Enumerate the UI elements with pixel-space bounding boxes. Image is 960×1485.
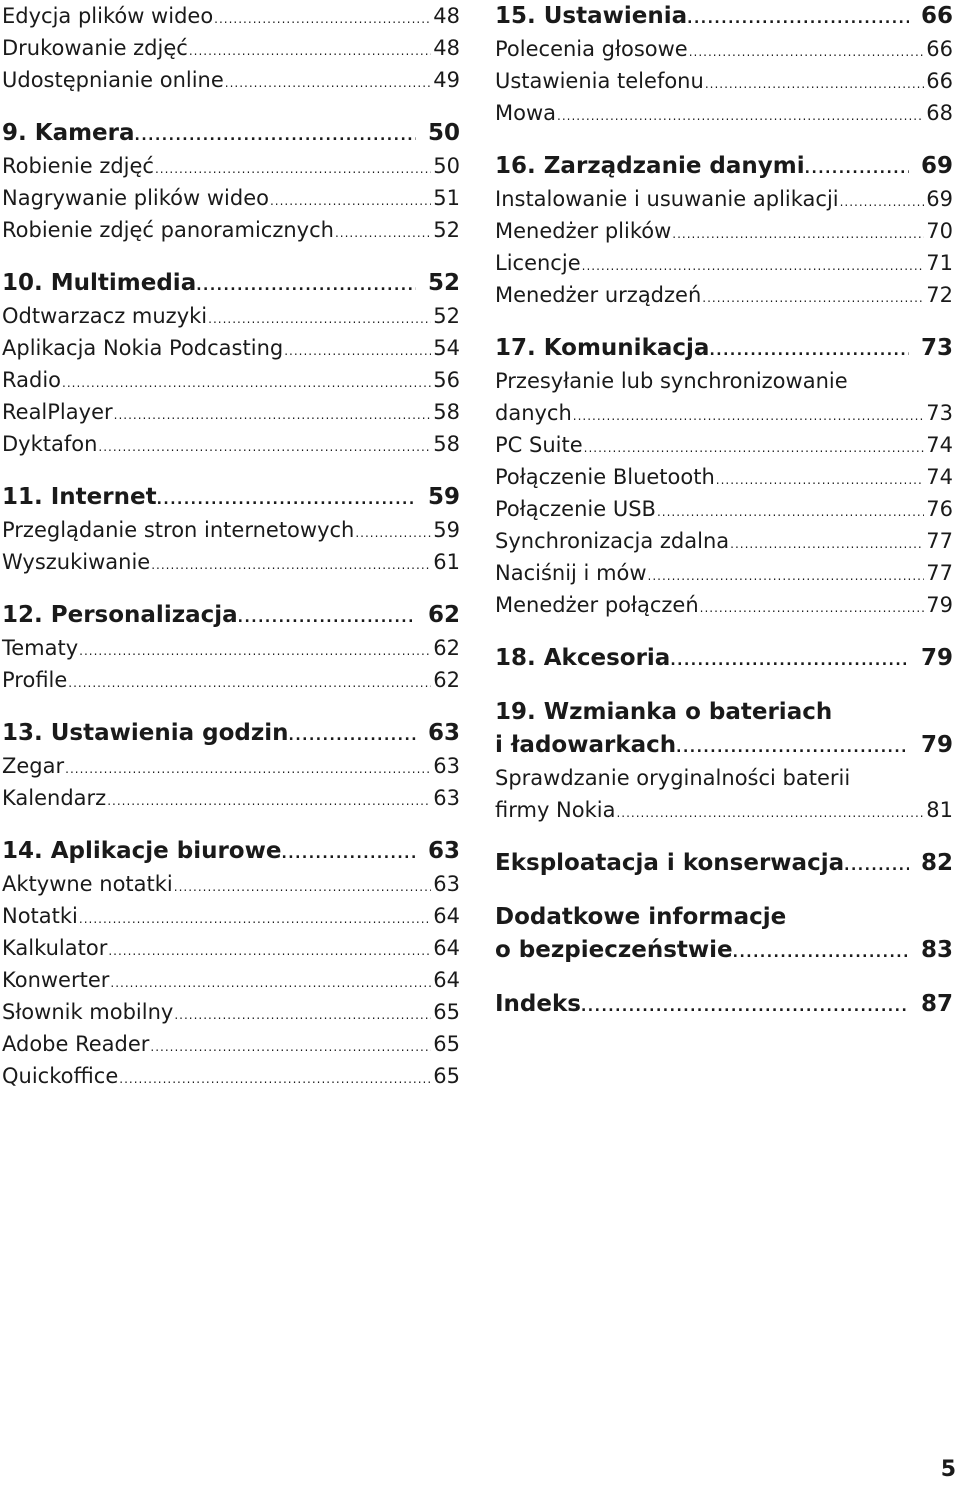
toc-page-number: 66 xyxy=(926,69,953,93)
toc-entry-wrapped-line[interactable]: 19. Wzmianka o bateriach xyxy=(495,699,833,725)
toc-entry-title: Aplikacja Nokia Podcasting xyxy=(2,336,284,360)
toc-entry[interactable] xyxy=(495,429,953,461)
toc-page-number: 63 xyxy=(427,720,460,746)
toc-entry-title: 14. Aplikacje biurowe xyxy=(2,838,282,864)
toc-entry[interactable] xyxy=(2,182,460,214)
toc-leader-dots xyxy=(730,528,924,560)
toc-entry-title: firmy Nokia xyxy=(495,798,616,822)
toc-entry-title: Instalowanie i usuwanie aplikacji xyxy=(495,187,839,211)
toc-chapter-entry[interactable] xyxy=(2,599,460,632)
toc-leader-dots xyxy=(805,153,909,186)
toc-leader-dots xyxy=(705,68,924,100)
toc-left-column xyxy=(2,0,460,1092)
toc-page-number: 81 xyxy=(926,798,953,822)
toc-page-number: 69 xyxy=(926,187,953,211)
toc-leader-dots xyxy=(557,100,924,132)
toc-entry[interactable] xyxy=(2,932,460,964)
toc-entry[interactable] xyxy=(2,0,460,32)
toc-leader-dots xyxy=(582,250,925,282)
toc-leader-dots xyxy=(840,186,925,218)
toc-entry-title: Dyktafon xyxy=(2,432,98,456)
toc-page-number: 82 xyxy=(920,850,953,876)
toc-leader-dots xyxy=(214,3,431,35)
toc-leader-dots xyxy=(174,999,431,1031)
toc-entry-title: Notatki xyxy=(2,904,78,928)
toc-entry[interactable] xyxy=(495,97,953,129)
toc-entry-title: Połączenie Bluetooth xyxy=(495,465,715,489)
toc-entry-title: Zegar xyxy=(2,754,65,778)
toc-entry-title: Nagrywanie plików wideo xyxy=(2,186,269,210)
toc-entry[interactable] xyxy=(2,32,460,64)
toc-entry[interactable] xyxy=(2,782,460,814)
toc-entry[interactable] xyxy=(2,428,460,460)
toc-page-number: 62 xyxy=(427,602,460,628)
toc-entry[interactable] xyxy=(495,215,953,247)
toc-leader-dots xyxy=(616,797,924,829)
toc-entry[interactable] xyxy=(2,996,460,1028)
toc-entry-title: Menedżer połączeń xyxy=(495,593,699,617)
toc-entry-title: Kalkulator xyxy=(2,936,108,960)
toc-entry-title: 17. Komunikacja xyxy=(495,335,710,361)
toc-entry-title: Ustawienia telefonu xyxy=(495,69,704,93)
toc-leader-dots xyxy=(289,720,416,753)
toc-leader-dots xyxy=(844,850,909,883)
toc-leader-dots xyxy=(648,560,925,592)
toc-entry-wrapped-line[interactable]: Przesyłanie lub synchronizowanie xyxy=(495,369,848,393)
toc-page-number: 61 xyxy=(433,550,460,574)
toc-leader-dots xyxy=(238,602,416,635)
toc-leader-dots xyxy=(208,303,431,335)
toc-chapter-entry[interactable] xyxy=(495,847,953,880)
toc-page-number: 64 xyxy=(433,968,460,992)
toc-leader-dots xyxy=(657,496,924,528)
toc-entry[interactable] xyxy=(495,33,953,65)
toc-entry[interactable] xyxy=(2,750,460,782)
toc-entry-title: Wyszukiwanie xyxy=(2,550,151,574)
toc-leader-dots xyxy=(687,3,909,36)
toc-entry[interactable] xyxy=(495,397,953,429)
toc-leader-dots xyxy=(107,785,431,817)
toc-page-number: 63 xyxy=(433,786,460,810)
toc-page-number: 77 xyxy=(926,529,953,553)
toc-entry[interactable] xyxy=(2,632,460,664)
toc-leader-dots xyxy=(155,153,431,185)
toc-entry[interactable] xyxy=(2,546,460,578)
toc-page-number: 69 xyxy=(920,153,953,179)
toc-chapter-entry[interactable] xyxy=(495,988,953,1021)
toc-page-number: 58 xyxy=(433,432,460,456)
toc-entry-title: 15. Ustawienia xyxy=(495,3,688,29)
toc-page-number: 52 xyxy=(433,218,460,242)
toc-chapter-entry[interactable] xyxy=(2,717,460,750)
toc-page-number: 56 xyxy=(433,368,460,392)
toc-leader-dots xyxy=(79,635,431,667)
toc-page-number: 76 xyxy=(926,497,953,521)
toc-entry-title: Robienie zdjęć panoramicznych xyxy=(2,218,334,242)
toc-entry-title: Radio xyxy=(2,368,62,392)
toc-leader-dots xyxy=(355,517,431,549)
toc-entry[interactable] xyxy=(495,183,953,215)
toc-chapter-entry[interactable] xyxy=(495,729,953,762)
toc-leader-dots xyxy=(151,549,431,581)
toc-entry-title: Naciśnij i mów xyxy=(495,561,647,585)
toc-entry-title: Przeglądanie stron internetowych xyxy=(2,518,355,542)
toc-entry[interactable] xyxy=(2,664,460,696)
toc-entry-title: Mowa xyxy=(495,101,557,125)
toc-entry-title: Konwerter xyxy=(2,968,110,992)
toc-chapter-entry[interactable] xyxy=(2,117,460,150)
toc-leader-dots xyxy=(119,1063,431,1095)
toc-page-number: 71 xyxy=(926,251,953,275)
toc-page-number: 59 xyxy=(433,518,460,542)
toc-entry-title: 10. Multimedia xyxy=(2,270,197,296)
toc-leader-dots xyxy=(189,35,431,67)
toc-leader-dots xyxy=(670,645,909,678)
toc-entry-title: 13. Ustawienia godzin xyxy=(2,720,289,746)
toc-page-number: 48 xyxy=(433,4,460,28)
toc-entry-title: Tematy xyxy=(2,636,79,660)
toc-entry-title: danych xyxy=(495,401,572,425)
toc-leader-dots xyxy=(676,732,909,765)
toc-entry[interactable] xyxy=(2,1060,460,1092)
toc-entry[interactable] xyxy=(2,300,460,332)
toc-entry-title: Adobe Reader xyxy=(2,1032,150,1056)
toc-entry[interactable] xyxy=(495,794,953,826)
toc-leader-dots xyxy=(135,120,416,153)
toc-entry[interactable] xyxy=(2,364,460,396)
toc-leader-dots xyxy=(584,432,925,464)
toc-entry[interactable] xyxy=(2,868,460,900)
toc-page-number: 79 xyxy=(920,732,953,758)
toc-entry-title: Menedżer plików xyxy=(495,219,672,243)
toc-chapter-entry[interactable] xyxy=(495,0,953,33)
toc-right-column xyxy=(495,0,953,1021)
toc-entry-title: 11. Internet xyxy=(2,484,157,510)
toc-entry-title: Kalendarz xyxy=(2,786,107,810)
toc-page-number: 77 xyxy=(926,561,953,585)
toc-entry[interactable] xyxy=(495,279,953,311)
toc-leader-dots xyxy=(150,1031,431,1063)
toc-entry[interactable] xyxy=(495,461,953,493)
toc-page-number: 50 xyxy=(427,120,460,146)
toc-entry-title: Licencje xyxy=(495,251,581,275)
toc-entry-title: Robienie zdjęć xyxy=(2,154,154,178)
toc-entry[interactable] xyxy=(495,247,953,279)
toc-page-number: 83 xyxy=(920,937,953,963)
toc-page-number: 54 xyxy=(433,336,460,360)
toc-page-number: 50 xyxy=(433,154,460,178)
toc-leader-dots xyxy=(284,335,431,367)
toc-entry[interactable] xyxy=(495,65,953,97)
toc-page-number: 72 xyxy=(926,283,953,307)
toc-page-number: 73 xyxy=(920,335,953,361)
toc-page-number: 59 xyxy=(427,484,460,510)
toc-entry-title: Edycja plików wideo xyxy=(2,4,214,28)
toc-page-number: 68 xyxy=(926,101,953,125)
toc-entry-title: o bezpieczeństwie xyxy=(495,937,733,963)
toc-page-number: 63 xyxy=(427,838,460,864)
toc-entry-title: Synchronizacja zdalna xyxy=(495,529,730,553)
toc-page-number: 63 xyxy=(433,754,460,778)
toc-entry-title: Polecenia głosowe xyxy=(495,37,688,61)
toc-entry[interactable] xyxy=(495,557,953,589)
toc-entry-title: 9. Kamera xyxy=(2,120,135,146)
toc-entry-wrapped-line[interactable]: Sprawdzanie oryginalności baterii xyxy=(495,766,851,790)
toc-entry[interactable] xyxy=(495,525,953,557)
toc-page-number: 58 xyxy=(433,400,460,424)
toc-entry[interactable] xyxy=(495,589,953,621)
toc-leader-dots xyxy=(62,367,431,399)
toc-leader-dots xyxy=(196,270,416,303)
toc-page-number: 65 xyxy=(433,1000,460,1024)
toc-leader-dots xyxy=(335,217,431,249)
toc-leader-dots xyxy=(573,400,924,432)
toc-page-number: 70 xyxy=(926,219,953,243)
toc-entry-title: Słownik mobilny xyxy=(2,1000,174,1024)
toc-leader-dots xyxy=(110,967,431,999)
toc-chapter-entry[interactable] xyxy=(2,835,460,868)
toc-leader-dots xyxy=(689,36,925,68)
toc-entry-title: Połączenie USB xyxy=(495,497,656,521)
toc-page-number: 65 xyxy=(433,1064,460,1088)
toc-chapter-entry[interactable] xyxy=(495,150,953,183)
toc-entry[interactable] xyxy=(495,493,953,525)
toc-page-number: 64 xyxy=(433,904,460,928)
toc-entry-title: RealPlayer xyxy=(2,400,113,424)
toc-entry[interactable] xyxy=(2,214,460,246)
toc-leader-dots xyxy=(68,667,431,699)
toc-leader-dots xyxy=(702,282,924,314)
toc-page-number: 51 xyxy=(433,186,460,210)
toc-leader-dots xyxy=(225,67,431,99)
toc-leader-dots xyxy=(65,753,431,785)
toc-leader-dots xyxy=(174,871,432,903)
toc-entry[interactable] xyxy=(2,150,460,182)
toc-page-number: 79 xyxy=(920,645,953,671)
toc-page-number: 62 xyxy=(433,668,460,692)
toc-entry-title: Indeks xyxy=(495,991,581,1017)
toc-leader-dots xyxy=(700,592,925,624)
toc-entry-title: Odtwarzacz muzyki xyxy=(2,304,208,328)
toc-page-number: 52 xyxy=(433,304,460,328)
toc-entry-title: 16. Zarządzanie danymi xyxy=(495,153,805,179)
page-number: 5 xyxy=(940,1457,956,1482)
toc-leader-dots xyxy=(114,399,432,431)
toc-page-number: 65 xyxy=(433,1032,460,1056)
toc-leader-dots xyxy=(709,335,909,368)
toc-page-number: 62 xyxy=(433,636,460,660)
toc-chapter-entry[interactable] xyxy=(2,267,460,300)
toc-page-number: 74 xyxy=(926,433,953,457)
toc-entry[interactable] xyxy=(2,900,460,932)
toc-entry-wrapped-line[interactable]: Dodatkowe informacje xyxy=(495,904,787,930)
toc-leader-dots xyxy=(716,464,924,496)
toc-page-number: 48 xyxy=(433,36,460,60)
toc-chapter-entry[interactable] xyxy=(495,934,953,967)
toc-leader-dots xyxy=(672,218,924,250)
toc-leader-dots xyxy=(157,484,416,517)
toc-leader-dots xyxy=(281,838,416,871)
toc-entry[interactable] xyxy=(2,396,460,428)
toc-entry-title: Profile xyxy=(2,668,68,692)
toc-entry-title: Eksploatacja i konserwacja xyxy=(495,850,845,876)
toc-entry-title: Udostępnianie online xyxy=(2,68,224,92)
toc-chapter-entry[interactable] xyxy=(495,332,953,365)
toc-entry-title: Menedżer urządzeń xyxy=(495,283,702,307)
toc-page-number: 64 xyxy=(433,936,460,960)
toc-entry-title: Drukowanie zdjęć xyxy=(2,36,188,60)
toc-page-number: 74 xyxy=(926,465,953,489)
toc-chapter-entry[interactable] xyxy=(495,642,953,675)
toc-entry[interactable] xyxy=(2,514,460,546)
toc-leader-dots xyxy=(270,185,431,217)
toc-page-number: 63 xyxy=(433,872,460,896)
toc-chapter-entry[interactable] xyxy=(2,481,460,514)
toc-page-number: 66 xyxy=(920,3,953,29)
toc-entry[interactable] xyxy=(2,1028,460,1060)
toc-page-number: 52 xyxy=(427,270,460,296)
toc-page-number: 66 xyxy=(926,37,953,61)
toc-leader-dots xyxy=(581,991,909,1024)
toc-leader-dots xyxy=(79,903,431,935)
toc-leader-dots xyxy=(98,431,431,463)
toc-page-number: 79 xyxy=(926,593,953,617)
toc-entry-title: 12. Personalizacja xyxy=(2,602,238,628)
toc-entry[interactable] xyxy=(2,332,460,364)
toc-entry-title: i ładowarkach xyxy=(495,732,677,758)
toc-entry[interactable] xyxy=(2,964,460,996)
toc-entry-title: PC Suite xyxy=(495,433,583,457)
toc-page-number: 87 xyxy=(920,991,953,1017)
toc-leader-dots xyxy=(108,935,431,967)
toc-entry-title: Quickoffice xyxy=(2,1064,119,1088)
toc-page-number: 49 xyxy=(433,68,460,92)
toc-leader-dots xyxy=(733,937,909,970)
toc-page-number: 73 xyxy=(926,401,953,425)
toc-entry-title: 18. Akcesoria xyxy=(495,645,671,671)
toc-entry-title: Aktywne notatki xyxy=(2,872,173,896)
toc-entry[interactable] xyxy=(2,64,460,96)
